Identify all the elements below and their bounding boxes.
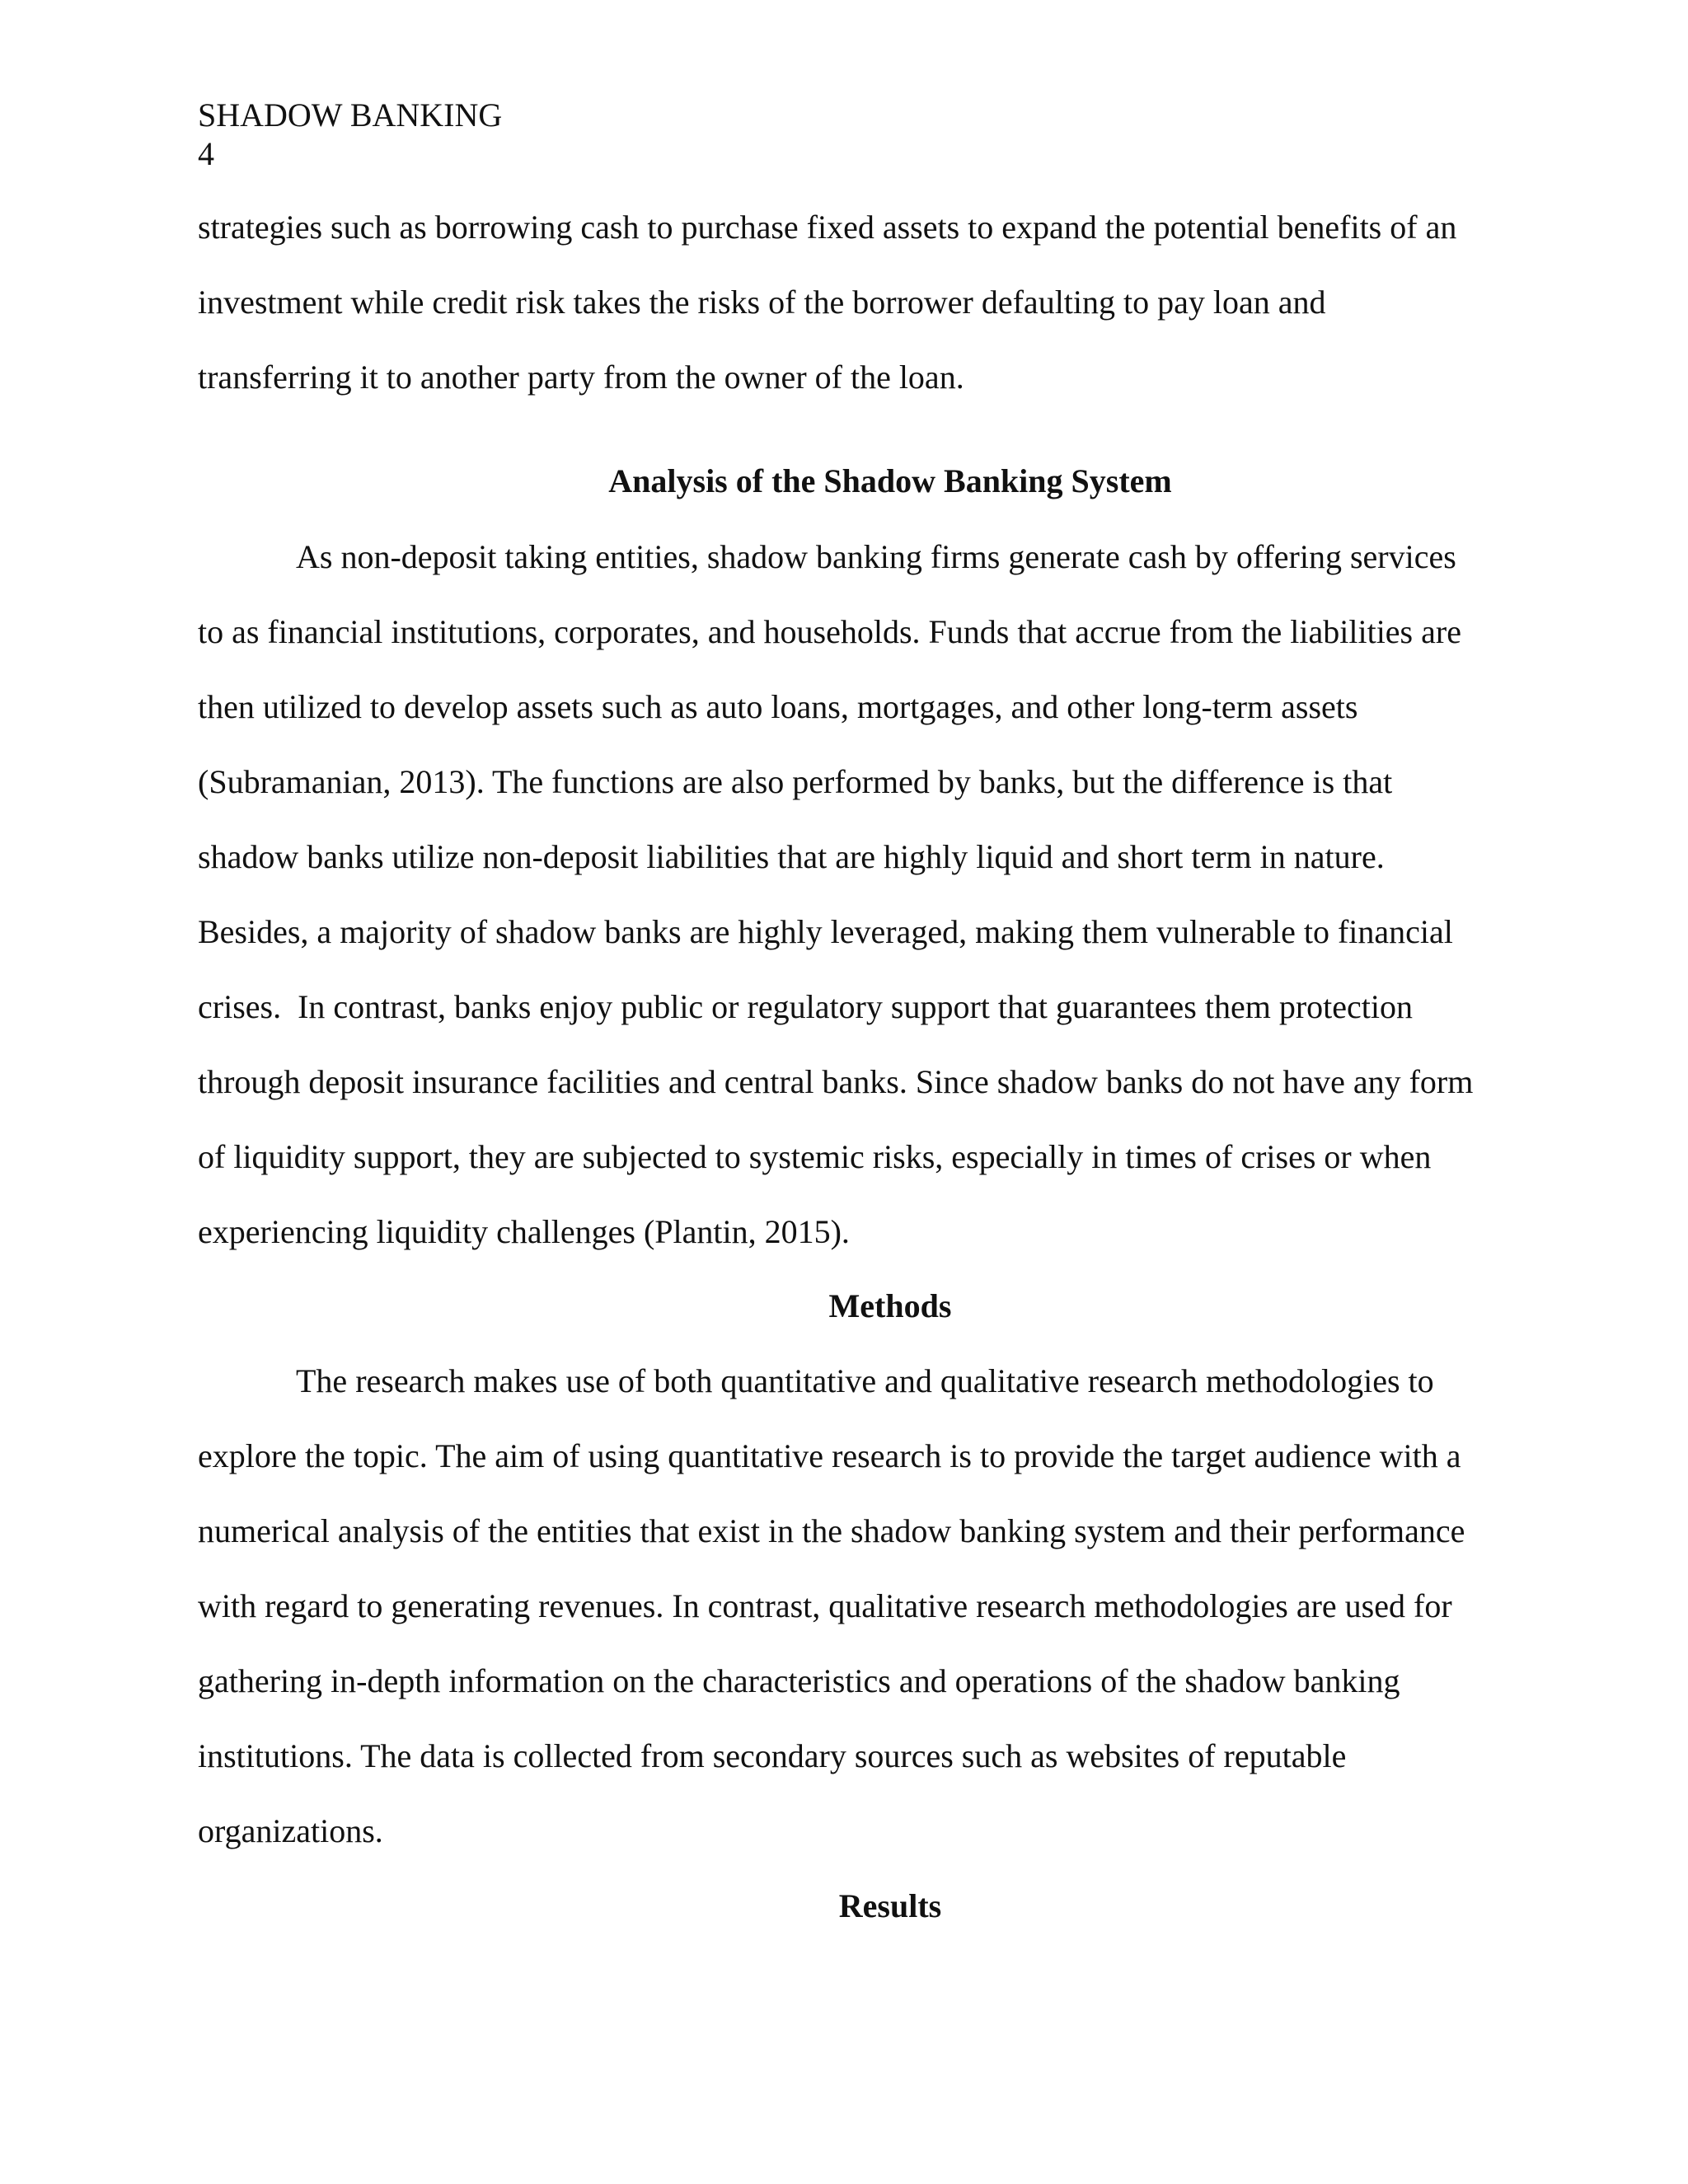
body-line: The research makes use of both quantitative and qualitative research methodologies to	[296, 1362, 1434, 1399]
body-line: shadow banks utilize non-deposit liabilities that are highly liquid and short term in nature.	[198, 838, 1385, 875]
body-line: with regard to generating revenues. In contrast, qualitative research methodologies are used for	[198, 1587, 1452, 1624]
body-line: gathering in-depth information on the characteristics and operations of the shadow banking	[198, 1662, 1400, 1699]
body-line: of liquidity support, they are subjected to systemic risks, especially in times of crises or when	[198, 1138, 1432, 1175]
body-line: crises. In contrast, banks enjoy public or regulatory support that guarantees them protection	[198, 988, 1414, 1025]
body-line: As non-deposit taking entities, shadow banking firms generate cash by offering services	[296, 538, 1456, 575]
running-head-title: SHADOW BANKING	[198, 96, 503, 134]
body-line: to as financial institutions, corporates, and households. Funds that accrue from the liabilities are	[198, 613, 1461, 650]
section-heading-results: Results	[838, 1887, 942, 1924]
body-line: transferring it to another party from the owner of the loan.	[198, 359, 964, 396]
section-heading-analysis: Analysis of the Shadow Banking System	[608, 462, 1172, 499]
body-line: explore the topic. The aim of using quantitative research is to provide the target audience with a	[198, 1437, 1461, 1474]
body-line: strategies such as borrowing cash to purchase fixed assets to expand the potential benefits of an	[198, 209, 1457, 246]
body-line: (Subramanian, 2013). The functions are also performed by banks, but the difference is that	[198, 763, 1393, 800]
body-line: investment while credit risk takes the risks of the borrower defaulting to pay loan and	[198, 284, 1326, 321]
body-line: then utilized to develop assets such as auto loans, mortgages, and other long-term assets	[198, 688, 1358, 725]
body-line: experiencing liquidity challenges (Plantin, 2015).	[198, 1213, 850, 1250]
body-line: institutions. The data is collected from secondary sources such as websites of reputable	[198, 1737, 1347, 1774]
body-line: numerical analysis of the entities that exist in the shadow banking system and their performance	[198, 1512, 1465, 1549]
body-line: Besides, a majority of shadow banks are highly leveraged, making them vulnerable to financial	[198, 913, 1453, 950]
body-line: organizations.	[198, 1812, 383, 1849]
body-line: through deposit insurance facilities and central banks. Since shadow banks do not have any form	[198, 1063, 1474, 1100]
section-heading-methods: Methods	[828, 1287, 952, 1324]
page-number: 4	[198, 135, 214, 172]
running-head	[198, 96, 502, 173]
